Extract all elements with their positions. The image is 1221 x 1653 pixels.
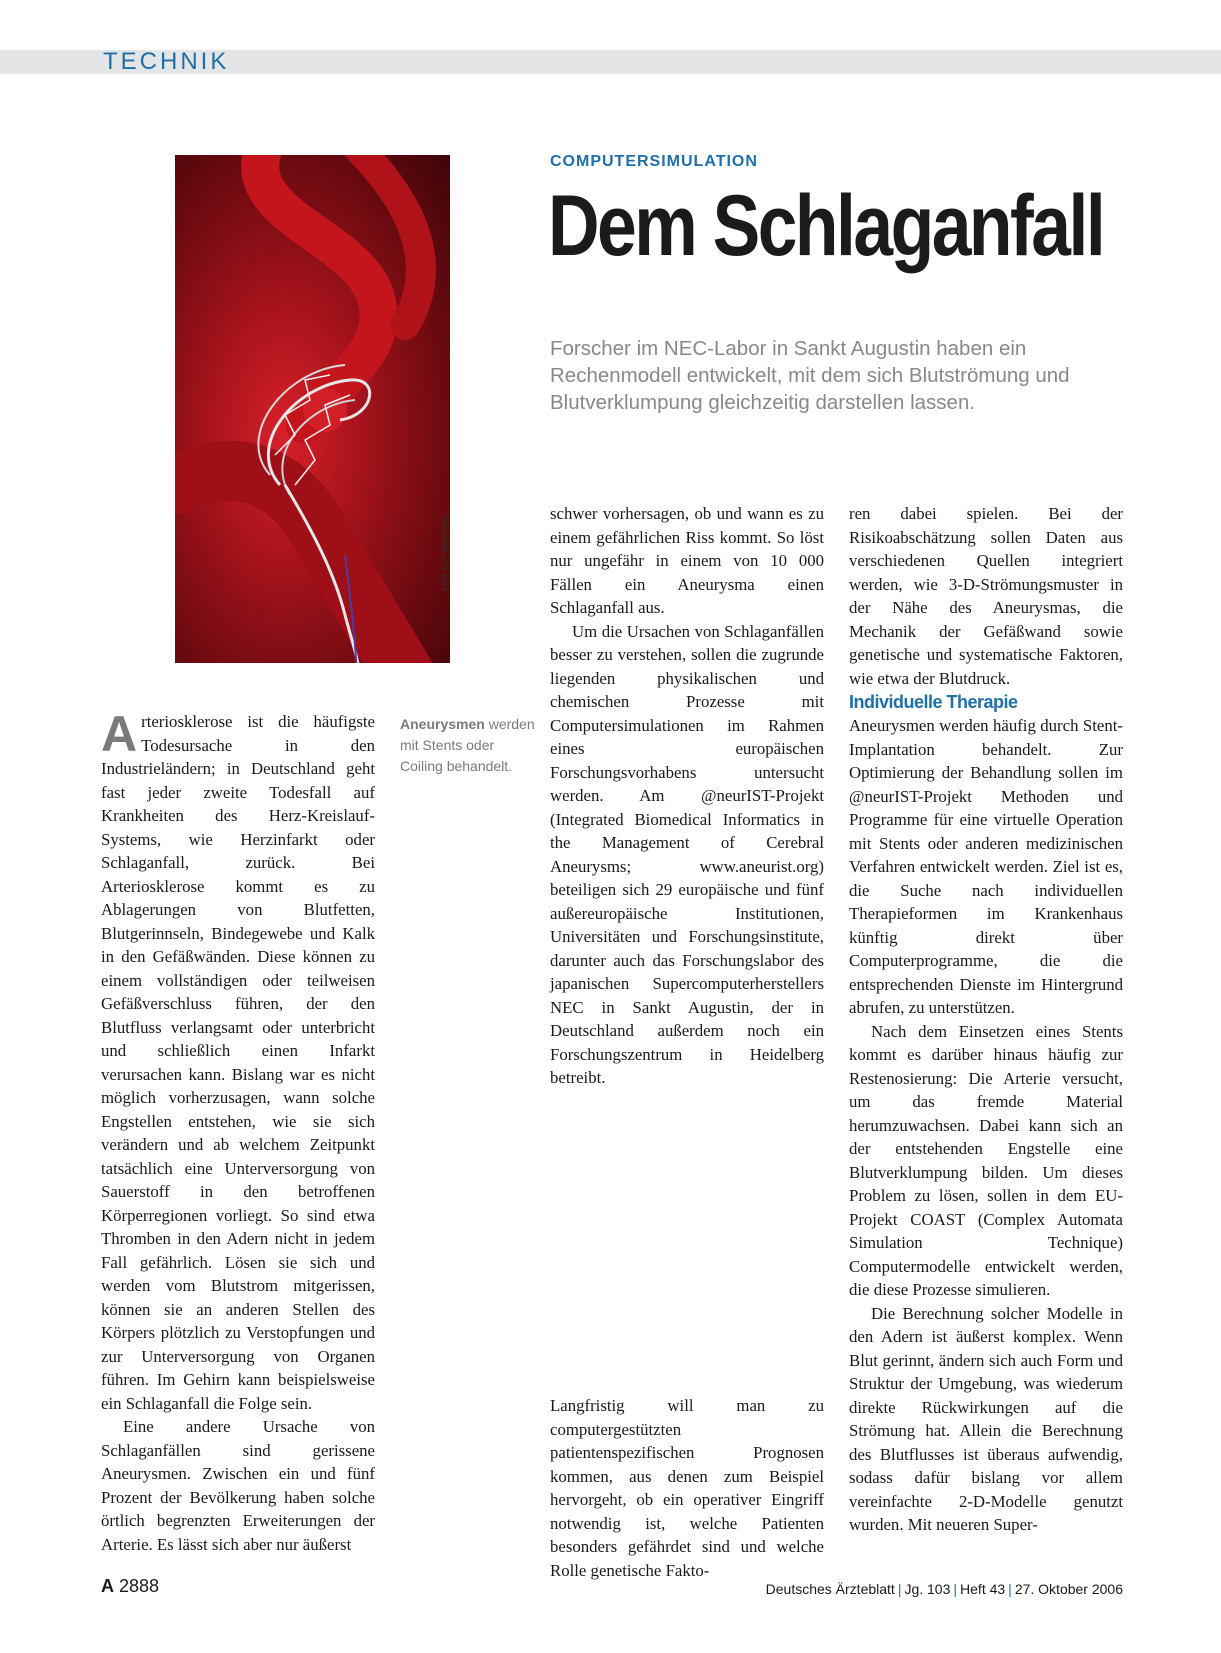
footer-separator: | [953,1581,958,1597]
paragraph: Aneurysmen werden häufig durch Stent-Implantation behandelt. Zur Optimierung der Behandlung sollen im @neurIST-Projekt Methoden und Programme für eine virtuelle Operation mit Stents oder anderen medizinischen Verfahren entwickelt werden. Ziel ist es, die Suche nach individuellen Therapieformen im Krankenhaus künftig direkt über Computerprogramme, die die entsprechenden Dienste im Hintergrund abrufen, zu unterstützen. [849,716,1123,1017]
paragraph: Eine andere Ursache von Schlaganfällen sind gerissene Aneurysmen. Zwischen ein und fünf Prozent der Bevölkerung haben solche örtlich begrenzten Erweiterungen der Arterie. Es lässt sich aber nur äußerst [101,1417,375,1554]
footer-separator: | [1008,1581,1012,1597]
journal-date: 27. Oktober 2006 [1014,1581,1123,1597]
article-title: Dem Schlaganfall [548,178,1104,274]
stent-aneurysm-photo [175,155,450,663]
article-lead: Forscher im NEC-Labor in Sankt Augustin haben ein Rechenmodell entwickelt, mit dem sich Blutströmung und Blutverklumpung gleichzeitig darstellen lassen. [550,337,1070,414]
photo-credit: Foto: UPF Barcelona [440,515,449,590]
text-column-2-bottom [550,1394,824,1582]
text-column-1 [101,706,375,1556]
journal-issue: Heft 43 [960,1581,1006,1597]
footer-separator: | [897,1581,902,1597]
text-column-2 [550,502,824,1090]
paragraph: Die Berechnung solcher Modelle in den Adern ist äußerst komplex. Wenn Blut gerinnt, ändern sich auch Form und Struktur der Umgebung, was wiederum direkte Rückwirkungen auf die Strömung hat. Allein die Berechnung des Blutflusses ist überaus aufwendig, sodass dafür bislang vor allem vereinfachte 2-D-Modelle genutzt wurden. Mit neueren Super- [849,1303,1123,1534]
caption-bold: Aneurysmen [400,716,485,732]
section-label: TECHNIK [103,48,230,75]
paragraph: Nach dem Einsetzen eines Stents kommt es darüber hinaus häufig zur Restenosierung: Die Arterie versucht, um das fremde Material herumzuwachsen. Dabei kann sich an der entstehenden Engstelle eine Blutverklumpung bilden. Um dieses Problem zu lösen, sollen in dem EU-Projekt COAST (Complex Automata Simulation Technique) Computermodelle entwickelt werden, die diese Prozesse simulieren. [849,1021,1123,1299]
journal-name: Deutsches Ärzteblatt [765,1581,895,1597]
text-column-3 [849,502,1123,1537]
paragraph: schwer vorhersagen, ob und wann es zu einem gefährlichen Riss kommt. So löst nur ungefähr in einem von 10 000 Fällen ein Aneurysma einen Schlaganfall aus. [550,504,824,617]
journal-volume: Jg. 103 [904,1581,951,1597]
article-kicker: COMPUTERSIMULATION [550,153,758,170]
paragraph: Langfristig will man zu computergestützten patientenspezifischen Prognosen kommen, aus denen zum Beispiel hervorgeht, ob ein operativer Eingriff notwendig ist, welche Patienten besonders gefährdet sind und welche Rolle genetische Fakto- [550,1396,824,1580]
page-number [101,1576,159,1597]
paragraph: Um die Ursachen von Schlaganfällen besser zu verstehen, sollen die zugrunde liegenden physikalischen und chemischen Prozesse mit Computersimulationen im Rahmen eines europäischen Forschungsvorhabens untersucht werden. Am @neurIST-Projekt (Integrated Biomedical Informatics in the Management of Cerebral Aneurysms; www.aneurist.org) beteiligen sich 29 europäische und fünf außereuropäische Institutionen, Universitäten und Forschungsinstitute, darunter auch das Forschungslabor des japanischen Supercomputerherstellers NEC in Sankt Augustin, der in Deutschland außerdem noch ein Forschungszentrum in Heidelberg betreibt. [550,621,824,1087]
figure-caption [400,714,538,777]
paragraph: ren dabei spielen. Bei der Risikoabschätzung sollen Daten aus verschiedenen Quellen integriert werden, wie 3-D-Strömungsmuster in der Nähe des Aneurysmas, die Mechanik der Gefäßwand sowie genetische und systematische Faktoren, wie etwa der Blutdruck. [849,504,1123,688]
paragraph: rteriosklerose ist die häufigste Todesursache in den Industrieländern; in Deutschland geht fast jeder zweite Todesfall auf Krankheiten des Herz-Kreislauf-Systems, wie Herzinfarkt oder Schlaganfall, zurück. Bei Arteriosklerose kommt es zu Ablagerungen von Blutfetten, Blutgerinnseln, Bindegewebe und Kalk in den Gefäßwänden. Diese können zu einem vollständigen oder teilweisen Gefäßverschluss führen, der den Blutfluss verlangsamt oder unterbricht und schließlich einen Infarkt verursachen kann. Bislang war es nicht möglich vorherzusagen, wann solche Engstellen entstehen, wie sie sich verändern und ab welchem Zeitpunkt tatsächlich eine Unterversorgung von Sauerstoff in den betroffenen Körperregionen vorliegt. So sind etwa Thromben in den Adern nicht in jedem Fall gefährlich. Lösen sie sich und werden vom Blutstrom mitgerissen, können sie an anderen Stellen des Körpers plötzlich zu Verstopfungen und zur Unterversorgung von Organen führen. Im Gehirn kann beispielsweise ein Schlaganfall die Folge sein. [101,712,375,1413]
stent-illustration [175,155,450,663]
page-prefix: A [101,1576,114,1596]
page-number-value: 2888 [119,1576,160,1596]
subheading: Individuelle Therapie [849,692,1018,712]
journal-footer [766,1581,1123,1597]
caption-text: werden mit Stents oder Coiling behandelt. [400,716,535,774]
drop-cap: A [101,706,138,762]
